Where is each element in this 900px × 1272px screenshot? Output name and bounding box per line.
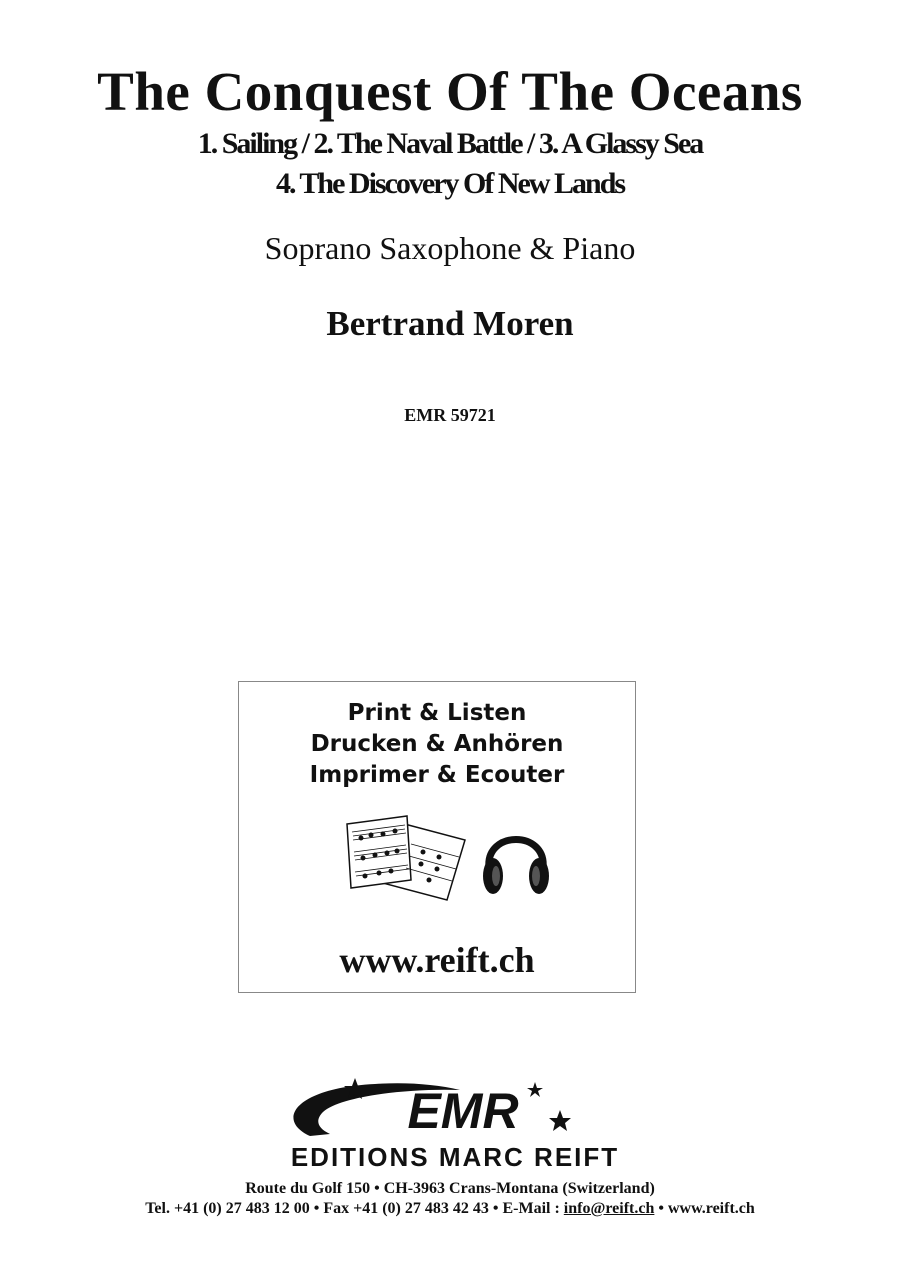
print-listen-box [238,681,636,993]
movements-line-1: 1. Sailing / 2. The Naval Battle / 3. A Glassy Sea [197,127,703,160]
headphones-icon [481,820,551,900]
editions-marc-reift-logo [235,1070,675,1170]
promo-line-english: Print & Listen [347,700,527,726]
movements-line-2: 4. The Discovery Of New Lands [275,167,625,200]
promo-line-german: Drucken & Anhören [310,731,564,757]
promo-line-french: Imprimer & Ecouter [309,762,565,788]
logo-name-text: EDITIONS MARC REIFT [290,1142,620,1170]
publisher-address: Route du Golf 150 • CH-3963 Crans-Montana (Switzerland) [245,1180,655,1197]
publisher-contact [0,1199,900,1219]
page-title: The Conquest Of The Oceans [97,61,803,122]
website-link[interactable]: www.reift.ch [339,940,535,980]
contact-phone-fax: Tel. +41 (0) 27 483 12 00 • Fax +41 (0) 27 483 42 43 • E-Mail : [145,1200,564,1217]
footer-website-link[interactable]: www.reift.ch [667,1200,755,1217]
logo-mark-text: EMR [407,1083,519,1139]
email-link[interactable]: info@reift.ch [563,1200,655,1217]
instrumentation: Soprano Saxophone & Piano [264,230,636,266]
catalog-number: EMR 59721 [404,405,496,425]
contact-separator: • [654,1200,668,1217]
sheet-music-icon [339,814,469,904]
composer-name: Bertrand Moren [326,304,574,343]
